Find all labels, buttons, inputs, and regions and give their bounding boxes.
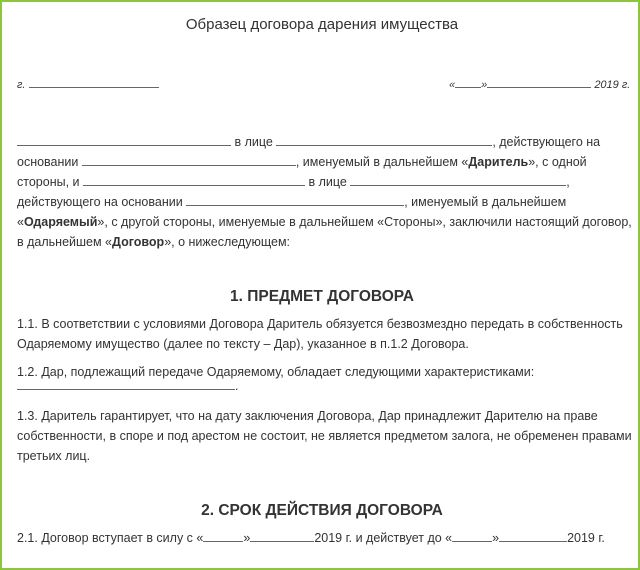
city-prefix: г. <box>17 79 26 91</box>
clause-1-3-line-2: собственности, в споре и под арестом не состоит, не является предметом залога, не обременен правами <box>17 429 632 443</box>
document-title: Образец договора дарения имущества <box>185 16 459 33</box>
text-end-year: 2019 г. <box>567 531 605 545</box>
clause-2-1 <box>17 530 605 546</box>
parties-line-3 <box>17 174 570 190</box>
clause-1-3-line-1: 1.3. Даритель гарантирует, что на дату заключения Договора, Дар принадлежит Дарителю на праве <box>17 409 598 423</box>
end-close-quote: » <box>492 531 500 545</box>
date-day-field[interactable] <box>455 76 481 88</box>
end-open-quote: « <box>445 531 453 545</box>
clause-1-2-line-1: 1.2. Дар, подлежащий передаче Одаряемому, обладает следующими характеристиками: <box>17 365 535 379</box>
end-month-field[interactable] <box>499 530 567 542</box>
text-acting-basis: действующего на основании <box>17 195 187 209</box>
parties-line-4 <box>17 194 566 210</box>
donor-basis-field[interactable] <box>82 154 296 166</box>
parties-line-2 <box>17 154 587 170</box>
city-field[interactable] <box>29 76 159 88</box>
text-hereinafter: в дальнейшем « <box>17 235 113 249</box>
end-day-field[interactable] <box>452 530 492 542</box>
text-other-side: », с другой стороны, именуемые в дальнейшем «Стороны», заключили настоящий договор, <box>97 215 632 229</box>
clause-1-3-line-3: третьих лиц. <box>17 449 91 463</box>
donor-name-field[interactable] <box>17 134 231 146</box>
text-comma: , <box>566 175 570 189</box>
section-2-heading: 2. СРОК ДЕЙСТВИЯ ДОГОВОРА <box>201 502 443 519</box>
date-year: 2019 г. <box>594 79 631 91</box>
start-month-field[interactable] <box>250 530 314 542</box>
text-basis: основании <box>17 155 82 169</box>
text-acting: , действующего на <box>492 135 601 149</box>
text-named-2: , именуемый в дальнейшем <box>404 195 567 209</box>
section-1-heading: 1. ПРЕДМЕТ ДОГОВОРА <box>230 288 414 305</box>
text-in-face: в лице <box>231 135 277 149</box>
text-in-face-2: в лице <box>304 175 351 189</box>
text-valid-until: 2019 г. и действует до <box>314 531 446 545</box>
donor-term: Даритель <box>468 155 529 169</box>
donor-rep-field[interactable] <box>276 134 492 146</box>
parties-line-6 <box>17 234 290 250</box>
clause-1-2-line-2 <box>17 378 238 394</box>
text-quote-open: « <box>17 215 24 229</box>
city-date-line <box>17 76 159 93</box>
recipient-name-field[interactable] <box>83 174 305 186</box>
text-as-follows: », о нижеследующем: <box>164 235 291 249</box>
text-side-and: стороны, и <box>17 175 83 189</box>
recipient-term: Одаряемый <box>23 215 98 229</box>
date-open-quote: « <box>449 79 456 91</box>
date-close-quote: » <box>481 79 488 91</box>
start-day-field[interactable] <box>203 530 243 542</box>
start-close-quote: » <box>243 531 251 545</box>
text-comes-into-force: 2.1. Договор вступает в силу с <box>17 531 197 545</box>
parties-line-5 <box>17 214 632 230</box>
text-period: . <box>235 379 239 393</box>
text-named: , именуемый в дальнейшем « <box>295 155 469 169</box>
date-line <box>449 76 630 93</box>
text-one-side: », с одной <box>528 155 587 169</box>
gift-characteristics-field[interactable] <box>17 378 235 390</box>
recipient-rep-field[interactable] <box>350 174 566 186</box>
clause-1-1-line-1: 1.1. В соответствии с условиями Договора Даритель обязуется безвозмездно передать в собственность <box>17 317 623 331</box>
parties-line-1 <box>17 134 600 150</box>
start-open-quote: « <box>196 531 204 545</box>
clause-1-1-line-2: Одаряемому имущество (далее по тексту – Дар), указанное в п.1.2 Договора. <box>17 337 469 351</box>
contract-term: Договор <box>112 235 165 249</box>
recipient-basis-field[interactable] <box>186 194 404 206</box>
date-month-field[interactable] <box>487 76 591 88</box>
